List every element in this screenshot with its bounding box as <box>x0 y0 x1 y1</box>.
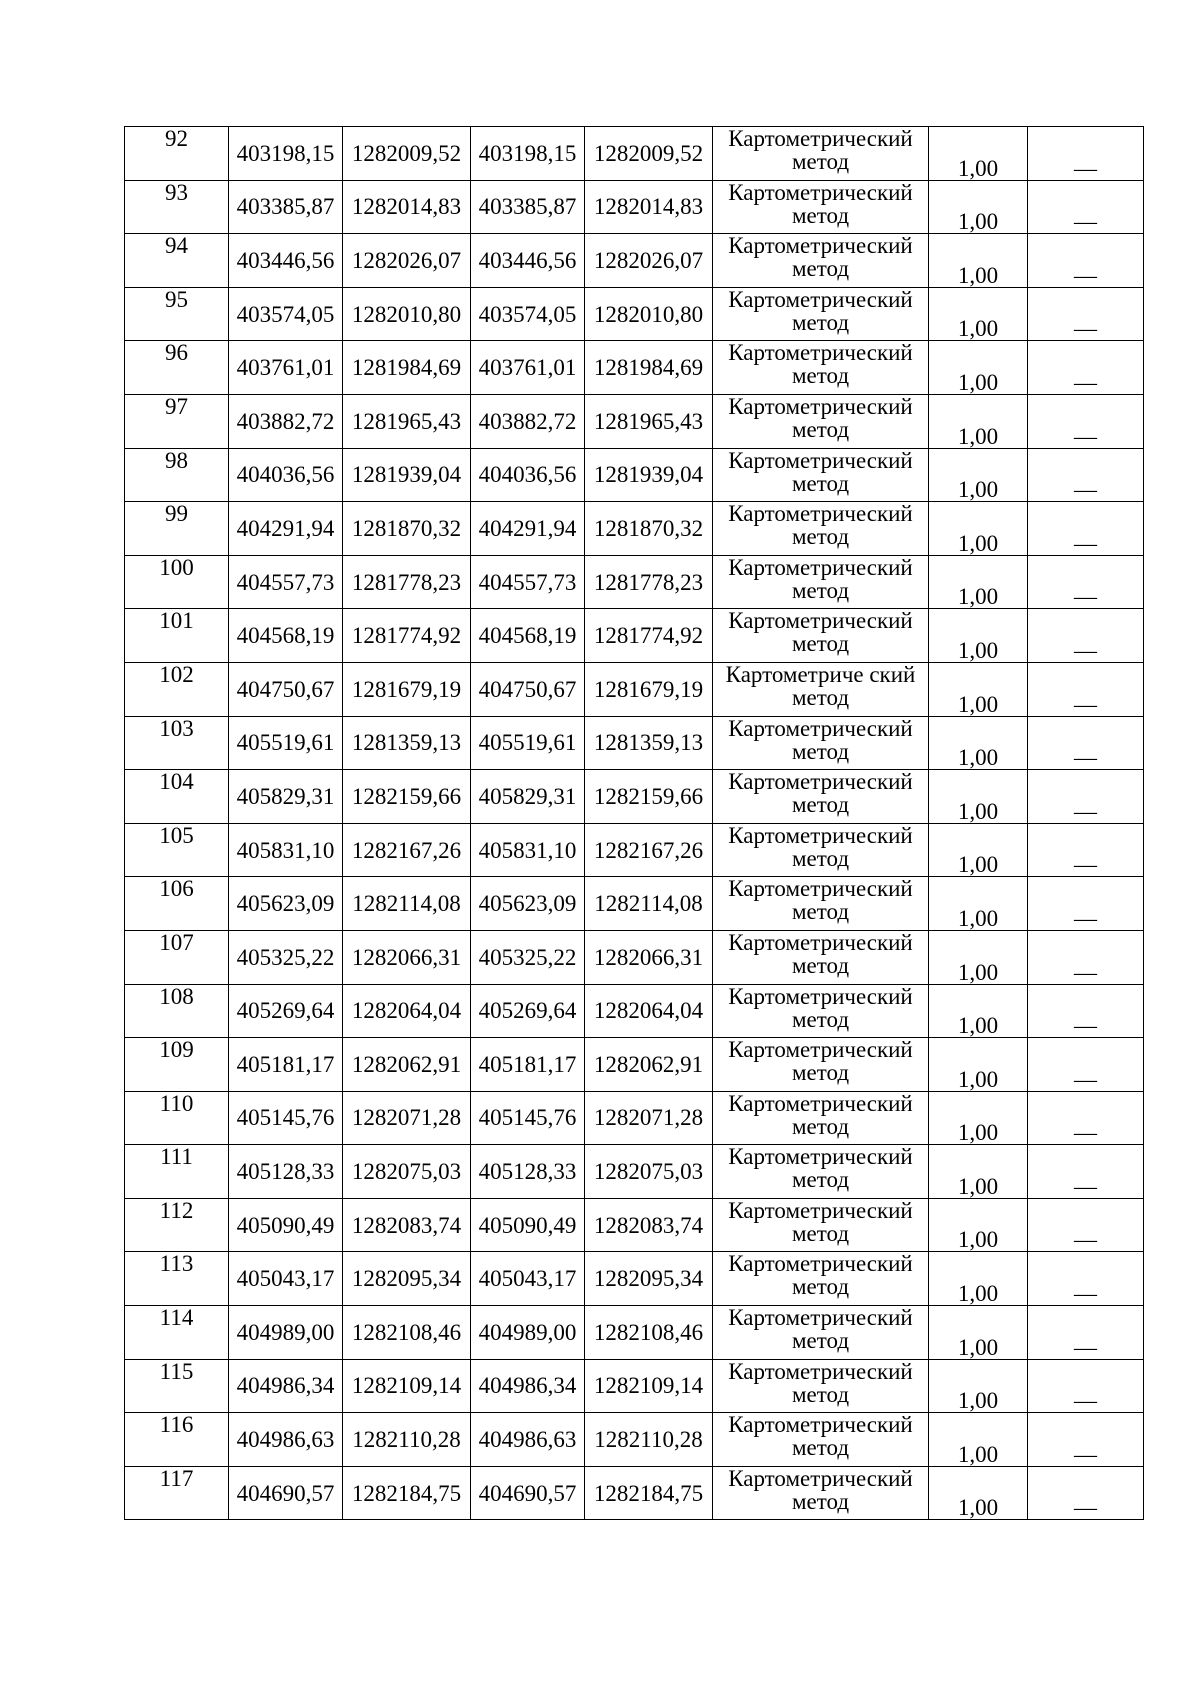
y-coordinate-cell: 1281965,43 <box>343 394 471 448</box>
x-coordinate-cell: 405623,09 <box>229 877 343 931</box>
method-line: Картометрический <box>728 1037 913 1063</box>
method-line: метод <box>791 738 850 764</box>
x-coordinate-cell: 404989,00 <box>229 1306 343 1360</box>
y-coordinate-cell: 1282026,07 <box>585 234 713 288</box>
method-line: метод <box>791 1006 850 1032</box>
y-coordinate-cell: 1282071,28 <box>585 1091 713 1145</box>
table-row <box>125 930 1144 984</box>
method-line: метод <box>791 631 850 657</box>
point-number-cell: 113 <box>125 1252 229 1306</box>
point-number-cell: 102 <box>125 662 229 716</box>
x-coordinate-cell: 403446,56 <box>471 234 585 288</box>
method-line: Картометрический <box>728 180 913 205</box>
accuracy-cell: 1,00 <box>929 394 1028 448</box>
method-line: Картометрический <box>728 1251 913 1277</box>
description-cell: — <box>1028 984 1144 1038</box>
accuracy-cell: 1,00 <box>929 1145 1028 1199</box>
description-cell: — <box>1028 502 1144 556</box>
y-coordinate-cell: 1282095,34 <box>343 1252 471 1306</box>
method-line: метод <box>791 577 850 603</box>
y-coordinate-cell: 1281778,23 <box>585 555 713 609</box>
y-coordinate-cell: 1281774,92 <box>343 609 471 663</box>
y-coordinate-cell: 1282083,74 <box>343 1198 471 1252</box>
method-line: метод <box>791 309 850 335</box>
table-row <box>125 1252 1144 1306</box>
method-line: метод <box>791 202 850 228</box>
y-coordinate-cell: 1282110,28 <box>343 1413 471 1467</box>
method-line: метод <box>791 149 850 174</box>
method-line: Картометрический <box>728 1412 913 1438</box>
method-line: метод <box>791 1167 850 1193</box>
y-coordinate-cell: 1282064,04 <box>585 984 713 1038</box>
y-coordinate-cell: 1282066,31 <box>585 930 713 984</box>
x-coordinate-cell: 404750,67 <box>229 662 343 716</box>
point-number-cell: 111 <box>125 1145 229 1199</box>
y-coordinate-cell: 1281359,13 <box>585 716 713 770</box>
x-coordinate-cell: 405325,22 <box>229 930 343 984</box>
table-row <box>125 448 1144 502</box>
x-coordinate-cell: 403574,05 <box>229 287 343 341</box>
x-coordinate-cell: 404557,73 <box>471 555 585 609</box>
table-row <box>125 394 1144 448</box>
table-row <box>125 555 1144 609</box>
y-coordinate-cell: 1282009,52 <box>585 127 713 181</box>
description-cell: — <box>1028 1359 1144 1413</box>
point-number-cell: 106 <box>125 877 229 931</box>
table-row <box>125 1145 1144 1199</box>
method-line: Картометрический <box>728 1466 913 1491</box>
x-coordinate-cell: 405090,49 <box>229 1198 343 1252</box>
description-cell: — <box>1028 180 1144 234</box>
accuracy-cell: 1,00 <box>929 823 1028 877</box>
method-line: Картометрический <box>728 716 913 741</box>
description-cell: — <box>1028 448 1144 502</box>
description-cell: — <box>1028 1413 1144 1467</box>
description-cell: — <box>1028 341 1144 395</box>
x-coordinate-cell: 403198,15 <box>471 127 585 181</box>
x-coordinate-cell: 404036,56 <box>471 448 585 502</box>
description-cell: — <box>1028 555 1144 609</box>
accuracy-cell: 1,00 <box>929 341 1028 395</box>
method-line: метод <box>791 1060 850 1086</box>
description-cell: — <box>1028 1198 1144 1252</box>
y-coordinate-cell: 1282108,46 <box>585 1306 713 1360</box>
accuracy-cell: 1,00 <box>929 716 1028 770</box>
description-cell: — <box>1028 1252 1144 1306</box>
method-cell <box>713 234 929 288</box>
y-coordinate-cell: 1281679,19 <box>585 662 713 716</box>
x-coordinate-cell: 404989,00 <box>471 1306 585 1360</box>
table-row <box>125 1038 1144 1092</box>
x-coordinate-cell: 404986,63 <box>471 1413 585 1467</box>
y-coordinate-cell: 1281774,92 <box>585 609 713 663</box>
accuracy-cell: 1,00 <box>929 448 1028 502</box>
description-cell: — <box>1028 662 1144 716</box>
y-coordinate-cell: 1281870,32 <box>343 502 471 556</box>
accuracy-cell: 1,00 <box>929 877 1028 931</box>
method-cell <box>713 823 929 877</box>
method-line: Картометрический <box>728 1091 913 1116</box>
table-row <box>125 502 1144 556</box>
table-row <box>125 609 1144 663</box>
method-cell <box>713 394 929 448</box>
method-line: Картометрический <box>728 287 913 312</box>
accuracy-cell: 1,00 <box>929 770 1028 824</box>
x-coordinate-cell: 403385,87 <box>471 180 585 234</box>
table-row <box>125 1466 1144 1520</box>
accuracy-cell: 1,00 <box>929 984 1028 1038</box>
accuracy-cell: 1,00 <box>929 234 1028 288</box>
x-coordinate-cell: 404750,67 <box>471 662 585 716</box>
y-coordinate-cell: 1282159,66 <box>343 770 471 824</box>
method-line: метод <box>791 256 850 282</box>
x-coordinate-cell: 405831,10 <box>229 823 343 877</box>
method-line: метод <box>791 1435 850 1461</box>
accuracy-cell: 1,00 <box>929 1466 1028 1520</box>
y-coordinate-cell: 1281965,43 <box>585 394 713 448</box>
method-cell <box>713 1413 929 1467</box>
y-coordinate-cell: 1282167,26 <box>585 823 713 877</box>
x-coordinate-cell: 404986,34 <box>229 1359 343 1413</box>
method-line: Картометрический <box>728 930 913 955</box>
method-cell <box>713 930 929 984</box>
x-coordinate-cell: 403574,05 <box>471 287 585 341</box>
method-line: Картометрический <box>728 876 913 902</box>
method-cell <box>713 609 929 663</box>
method-line: метод <box>791 1381 850 1407</box>
point-number-cell: 96 <box>125 341 229 395</box>
method-cell <box>713 1466 929 1520</box>
method-line: Картометрический <box>728 984 913 1009</box>
description-cell: — <box>1028 770 1144 824</box>
y-coordinate-cell: 1281679,19 <box>343 662 471 716</box>
x-coordinate-cell: 405043,17 <box>229 1252 343 1306</box>
table-row <box>125 716 1144 770</box>
method-cell <box>713 180 929 234</box>
coordinates-table <box>124 126 1144 1520</box>
point-number-cell: 103 <box>125 716 229 770</box>
method-line: метод <box>791 1113 850 1139</box>
method-line: метод <box>791 845 850 871</box>
table-row <box>125 180 1144 234</box>
accuracy-cell: 1,00 <box>929 127 1028 181</box>
x-coordinate-cell: 405145,76 <box>471 1091 585 1145</box>
point-number-cell: 95 <box>125 287 229 341</box>
method-cell <box>713 716 929 770</box>
table-row <box>125 1091 1144 1145</box>
y-coordinate-cell: 1282075,03 <box>343 1145 471 1199</box>
point-number-cell: 93 <box>125 180 229 234</box>
method-line: Картометрический <box>728 555 913 580</box>
method-cell <box>713 1198 929 1252</box>
x-coordinate-cell: 405181,17 <box>229 1038 343 1092</box>
y-coordinate-cell: 1282062,91 <box>343 1038 471 1092</box>
y-coordinate-cell: 1282114,08 <box>585 877 713 931</box>
y-coordinate-cell: 1281984,69 <box>343 341 471 395</box>
y-coordinate-cell: 1282109,14 <box>585 1359 713 1413</box>
point-number-cell: 105 <box>125 823 229 877</box>
x-coordinate-cell: 405623,09 <box>471 877 585 931</box>
x-coordinate-cell: 405829,31 <box>471 770 585 824</box>
point-number-cell: 94 <box>125 234 229 288</box>
table-row <box>125 877 1144 931</box>
table-row <box>125 1306 1144 1360</box>
method-line: Картометрический <box>728 1144 913 1170</box>
y-coordinate-cell: 1282184,75 <box>585 1466 713 1520</box>
x-coordinate-cell: 403446,56 <box>229 234 343 288</box>
x-coordinate-cell: 404690,57 <box>229 1466 343 1520</box>
x-coordinate-cell: 403882,72 <box>471 394 585 448</box>
x-coordinate-cell: 405269,64 <box>229 984 343 1038</box>
description-cell: — <box>1028 287 1144 341</box>
method-line: Картометрический <box>728 448 913 473</box>
y-coordinate-cell: 1282114,08 <box>343 877 471 931</box>
method-line: метод <box>791 952 850 978</box>
point-number-cell: 117 <box>125 1466 229 1520</box>
table-row <box>125 127 1144 181</box>
method-line: Картометрический <box>728 394 913 419</box>
method-cell <box>713 341 929 395</box>
description-cell: — <box>1028 234 1144 288</box>
x-coordinate-cell: 404986,34 <box>471 1359 585 1413</box>
method-line: метод <box>791 470 850 496</box>
y-coordinate-cell: 1281359,13 <box>343 716 471 770</box>
method-line: Картометрический <box>728 769 913 795</box>
method-cell <box>713 662 929 716</box>
description-cell: — <box>1028 823 1144 877</box>
description-cell: — <box>1028 1038 1144 1092</box>
accuracy-cell: 1,00 <box>929 1306 1028 1360</box>
method-cell <box>713 1145 929 1199</box>
x-coordinate-cell: 405043,17 <box>471 1252 585 1306</box>
point-number-cell: 115 <box>125 1359 229 1413</box>
method-line: метод <box>791 1328 850 1354</box>
method-cell <box>713 1306 929 1360</box>
point-number-cell: 104 <box>125 770 229 824</box>
description-cell: — <box>1028 394 1144 448</box>
method-cell <box>713 1252 929 1306</box>
method-line: метод <box>791 899 850 925</box>
method-line: метод <box>791 1488 850 1514</box>
y-coordinate-cell: 1282071,28 <box>343 1091 471 1145</box>
y-coordinate-cell: 1282095,34 <box>585 1252 713 1306</box>
description-cell: — <box>1028 1091 1144 1145</box>
y-coordinate-cell: 1281939,04 <box>585 448 713 502</box>
y-coordinate-cell: 1281870,32 <box>585 502 713 556</box>
x-coordinate-cell: 405128,33 <box>229 1145 343 1199</box>
y-coordinate-cell: 1282108,46 <box>343 1306 471 1360</box>
method-line: Картометрический <box>728 1359 913 1384</box>
method-line: Картометрический <box>728 501 913 527</box>
method-cell <box>713 1359 929 1413</box>
x-coordinate-cell: 405145,76 <box>229 1091 343 1145</box>
accuracy-cell: 1,00 <box>929 1413 1028 1467</box>
x-coordinate-cell: 405519,61 <box>471 716 585 770</box>
y-coordinate-cell: 1282110,28 <box>585 1413 713 1467</box>
y-coordinate-cell: 1281939,04 <box>343 448 471 502</box>
point-number-cell: 99 <box>125 502 229 556</box>
method-cell <box>713 555 929 609</box>
point-number-cell: 92 <box>125 127 229 181</box>
method-cell <box>713 877 929 931</box>
method-cell <box>713 1091 929 1145</box>
x-coordinate-cell: 404568,19 <box>471 609 585 663</box>
y-coordinate-cell: 1282167,26 <box>343 823 471 877</box>
description-cell: — <box>1028 877 1144 931</box>
method-cell <box>713 1038 929 1092</box>
description-cell: — <box>1028 930 1144 984</box>
accuracy-cell: 1,00 <box>929 502 1028 556</box>
x-coordinate-cell: 404986,63 <box>229 1413 343 1467</box>
method-line: Картометрический <box>728 233 913 259</box>
point-number-cell: 101 <box>125 609 229 663</box>
x-coordinate-cell: 405829,31 <box>229 770 343 824</box>
method-line: Картометрический <box>728 1198 913 1223</box>
method-cell <box>713 287 929 341</box>
x-coordinate-cell: 405269,64 <box>471 984 585 1038</box>
method-line: Картометрический <box>728 608 913 634</box>
accuracy-cell: 1,00 <box>929 287 1028 341</box>
method-cell <box>713 984 929 1038</box>
table-row <box>125 1413 1144 1467</box>
x-coordinate-cell: 404036,56 <box>229 448 343 502</box>
method-cell <box>713 127 929 181</box>
table-row <box>125 341 1144 395</box>
accuracy-cell: 1,00 <box>929 609 1028 663</box>
y-coordinate-cell: 1282064,04 <box>343 984 471 1038</box>
x-coordinate-cell: 405128,33 <box>471 1145 585 1199</box>
point-number-cell: 112 <box>125 1198 229 1252</box>
point-number-cell: 109 <box>125 1038 229 1092</box>
table-row <box>125 770 1144 824</box>
x-coordinate-cell: 405831,10 <box>471 823 585 877</box>
y-coordinate-cell: 1282184,75 <box>343 1466 471 1520</box>
x-coordinate-cell: 403882,72 <box>229 394 343 448</box>
x-coordinate-cell: 403761,01 <box>471 341 585 395</box>
table-row <box>125 234 1144 288</box>
accuracy-cell: 1,00 <box>929 930 1028 984</box>
point-number-cell: 100 <box>125 555 229 609</box>
y-coordinate-cell: 1282026,07 <box>343 234 471 288</box>
point-number-cell: 108 <box>125 984 229 1038</box>
x-coordinate-cell: 405325,22 <box>471 930 585 984</box>
x-coordinate-cell: 405090,49 <box>471 1198 585 1252</box>
y-coordinate-cell: 1281778,23 <box>343 555 471 609</box>
y-coordinate-cell: 1282010,80 <box>343 287 471 341</box>
method-cell <box>713 448 929 502</box>
description-cell: — <box>1028 609 1144 663</box>
accuracy-cell: 1,00 <box>929 1091 1028 1145</box>
point-number-cell: 114 <box>125 1306 229 1360</box>
description-cell: — <box>1028 1145 1144 1199</box>
y-coordinate-cell: 1282014,83 <box>343 180 471 234</box>
y-coordinate-cell: 1282109,14 <box>343 1359 471 1413</box>
x-coordinate-cell: 404291,94 <box>229 502 343 556</box>
point-number-cell: 110 <box>125 1091 229 1145</box>
point-number-cell: 98 <box>125 448 229 502</box>
method-line: метод <box>791 363 850 389</box>
table-row <box>125 1198 1144 1252</box>
point-number-cell: 116 <box>125 1413 229 1467</box>
accuracy-cell: 1,00 <box>929 555 1028 609</box>
point-number-cell: 107 <box>125 930 229 984</box>
x-coordinate-cell: 404557,73 <box>229 555 343 609</box>
table-body <box>125 127 1144 1520</box>
accuracy-cell: 1,00 <box>929 1038 1028 1092</box>
y-coordinate-cell: 1282062,91 <box>585 1038 713 1092</box>
method-line: Картометрический <box>728 126 913 151</box>
y-coordinate-cell: 1282159,66 <box>585 770 713 824</box>
method-line: метод <box>791 1274 850 1300</box>
table-row <box>125 823 1144 877</box>
description-cell: — <box>1028 1306 1144 1360</box>
table-row <box>125 1359 1144 1413</box>
method-line: Картометриче ский <box>725 662 916 687</box>
point-number-cell: 97 <box>125 394 229 448</box>
x-coordinate-cell: 404568,19 <box>229 609 343 663</box>
x-coordinate-cell: 404690,57 <box>471 1466 585 1520</box>
accuracy-cell: 1,00 <box>929 1198 1028 1252</box>
x-coordinate-cell: 403198,15 <box>229 127 343 181</box>
method-line: метод <box>791 1220 850 1246</box>
method-line: метод <box>791 684 850 710</box>
accuracy-cell: 1,00 <box>929 180 1028 234</box>
method-line: метод <box>791 524 850 550</box>
y-coordinate-cell: 1282009,52 <box>343 127 471 181</box>
x-coordinate-cell: 403761,01 <box>229 341 343 395</box>
description-cell: — <box>1028 127 1144 181</box>
y-coordinate-cell: 1281984,69 <box>585 341 713 395</box>
accuracy-cell: 1,00 <box>929 1252 1028 1306</box>
y-coordinate-cell: 1282010,80 <box>585 287 713 341</box>
method-line: метод <box>791 416 850 442</box>
y-coordinate-cell: 1282014,83 <box>585 180 713 234</box>
table-row <box>125 662 1144 716</box>
method-cell <box>713 770 929 824</box>
method-line: Картометрический <box>728 823 913 848</box>
description-cell: — <box>1028 1466 1144 1520</box>
x-coordinate-cell: 405519,61 <box>229 716 343 770</box>
accuracy-cell: 1,00 <box>929 662 1028 716</box>
x-coordinate-cell: 405181,17 <box>471 1038 585 1092</box>
y-coordinate-cell: 1282066,31 <box>343 930 471 984</box>
method-line: Картометрический <box>728 340 913 366</box>
description-cell: — <box>1028 716 1144 770</box>
method-cell <box>713 502 929 556</box>
table-row <box>125 984 1144 1038</box>
x-coordinate-cell: 403385,87 <box>229 180 343 234</box>
table-row <box>125 287 1144 341</box>
x-coordinate-cell: 404291,94 <box>471 502 585 556</box>
y-coordinate-cell: 1282075,03 <box>585 1145 713 1199</box>
y-coordinate-cell: 1282083,74 <box>585 1198 713 1252</box>
accuracy-cell: 1,00 <box>929 1359 1028 1413</box>
method-line: Картометрический <box>728 1305 913 1331</box>
method-line: метод <box>791 792 850 818</box>
